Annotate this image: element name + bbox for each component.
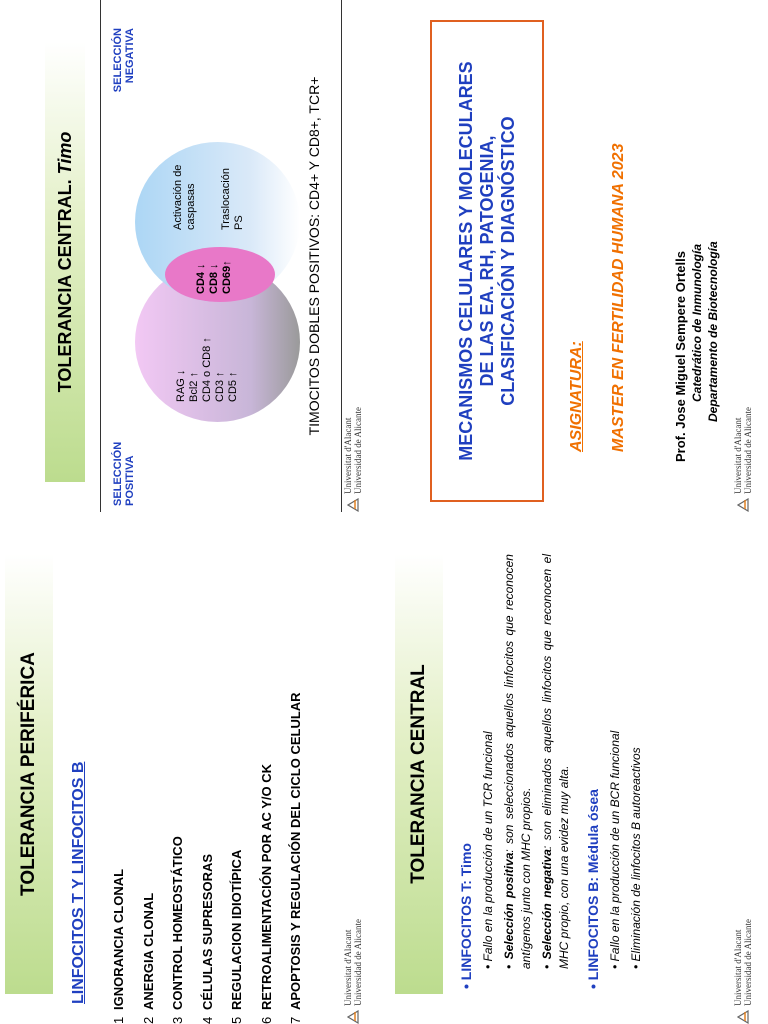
professor-dept: Departamento de Biotecnología xyxy=(706,241,720,422)
main-title-line3: CLASIFICACIÓN Y DIAGNÓSTICO xyxy=(497,116,518,406)
logo-icon xyxy=(347,498,359,512)
banner-title: TOLERANCIA CENTRAL. xyxy=(55,174,75,393)
selection-positive-label: SELECCIÓN POSITIVA xyxy=(112,441,136,506)
university-logo xyxy=(733,407,753,512)
logo-icon xyxy=(737,498,749,512)
marker-item: Bcl2 ↑ xyxy=(188,372,200,402)
t-section xyxy=(458,554,645,989)
main-title-line2: DE LAS EA. RH, PATOGENIA, xyxy=(476,135,497,387)
list-item: • Fallo en la producción de un BCR funcional xyxy=(608,730,622,969)
bullet-dot-icon: • xyxy=(585,980,601,989)
list-item: • Selección positiva: son seleccionados aquellos linfocitos que reconocen antígenos junto con MHC propios. xyxy=(502,554,533,969)
selection-negative-label: SELECCIÓN NEGATIVA xyxy=(112,28,136,93)
university-logo xyxy=(343,919,363,1024)
logo-line2: Universidad de Alicante xyxy=(743,407,753,494)
marker-item: RAG ↓ xyxy=(175,369,187,402)
logo-line2: Universidad de Alicante xyxy=(353,919,363,1006)
list-item: 2ANERGIA CLONAL xyxy=(140,892,156,1024)
banner-title-italic: Timo xyxy=(55,131,75,175)
professor-title: Catedrático de Inmunología xyxy=(690,243,704,402)
left-items xyxy=(175,337,240,402)
list-item: • Eliminación de linfocitos B autoreactivos xyxy=(629,747,643,969)
professor-name: Prof. Jose Miguel Sempere Ortells xyxy=(673,251,688,462)
logo-icon xyxy=(737,1010,749,1024)
logo-line1: Universitat d'Alacant xyxy=(733,929,743,1006)
t-heading: LINFOCITOS T: Timo xyxy=(458,843,474,981)
mid-items xyxy=(195,260,234,294)
logo-line2: Universidad de Alicante xyxy=(353,407,363,494)
list-item: 7APOPTOSIS Y REGULACIÓN DEL CICLO CELULAR xyxy=(288,692,303,1024)
bullet-dot-icon: • xyxy=(458,980,474,989)
marker-item: CD5 ↑ xyxy=(227,371,239,402)
logo-line2: Universidad de Alicante xyxy=(743,919,753,1006)
ps-label: Traslocación PS xyxy=(220,168,245,230)
slide-tolerancia-central xyxy=(390,512,768,1024)
marker-item: CD4 o CD8 ↑ xyxy=(201,337,213,402)
marker-item: CD4 ↓ xyxy=(195,263,207,294)
title-box xyxy=(430,20,544,502)
marker-item: CD3 ↑ xyxy=(214,371,226,402)
slide-banner: TOLERANCIA PERIFÉRICA xyxy=(5,554,53,994)
logo-line1: Universitat d'Alacant xyxy=(343,929,353,1006)
list-item: 4CÉLULAS SUPRESORAS xyxy=(199,853,215,1024)
list-item: 1IGNORANCIA CLONAL xyxy=(111,868,126,1024)
list-item: • Selección negativa: son eliminados aquellos linfocitos que reconocen el MHC propio, con una evidez muy alta. xyxy=(540,553,571,969)
asignatura-label: ASIGNATURA: xyxy=(568,341,585,452)
list-item: 6RETROALIMENTACIÓN POR AC Y/O CK xyxy=(258,763,274,1024)
slide-banner xyxy=(45,42,85,482)
list-item: 3CONTROL HOMEOSTÁTICO xyxy=(170,836,185,1024)
slide-title xyxy=(390,0,768,512)
caspase-label: Activación de caspasas xyxy=(172,164,197,230)
list-item: 5REGULACION IDIOTÍPICA xyxy=(229,849,244,1024)
university-logo xyxy=(733,919,753,1024)
b-heading: LINFOCITOS B: Médula ósea xyxy=(585,789,601,981)
university-logo xyxy=(343,407,363,512)
list-item: • Fallo en la producción de un TCR funcional xyxy=(481,731,495,969)
logo-line1: Universitat d'Alacant xyxy=(343,417,353,494)
master-label: MASTER EN FERTILIDAD HUMANA 2023 xyxy=(610,143,627,452)
periferica-heading: LINFOCITOS T Y LINFOCITOS B xyxy=(70,761,87,1004)
slide-timo xyxy=(0,0,378,512)
marker-item: CD69↑ xyxy=(221,260,233,294)
slide-tolerancia-periferica xyxy=(0,512,378,1024)
logo-icon xyxy=(347,1010,359,1024)
marker-item: CD8 ↓ xyxy=(208,263,220,294)
logo-line1: Universitat d'Alacant xyxy=(733,417,743,494)
periferica-list xyxy=(104,519,311,1024)
main-title-line1: MECANISMOS CELULARES Y MOLECULARES xyxy=(455,61,476,461)
slide-banner: TOLERANCIA CENTRAL xyxy=(395,554,443,994)
venn-caption: TIMOCITOS DOBLES POSITIVOS: CD4+ Y CD8+, TCR+ xyxy=(306,76,322,436)
